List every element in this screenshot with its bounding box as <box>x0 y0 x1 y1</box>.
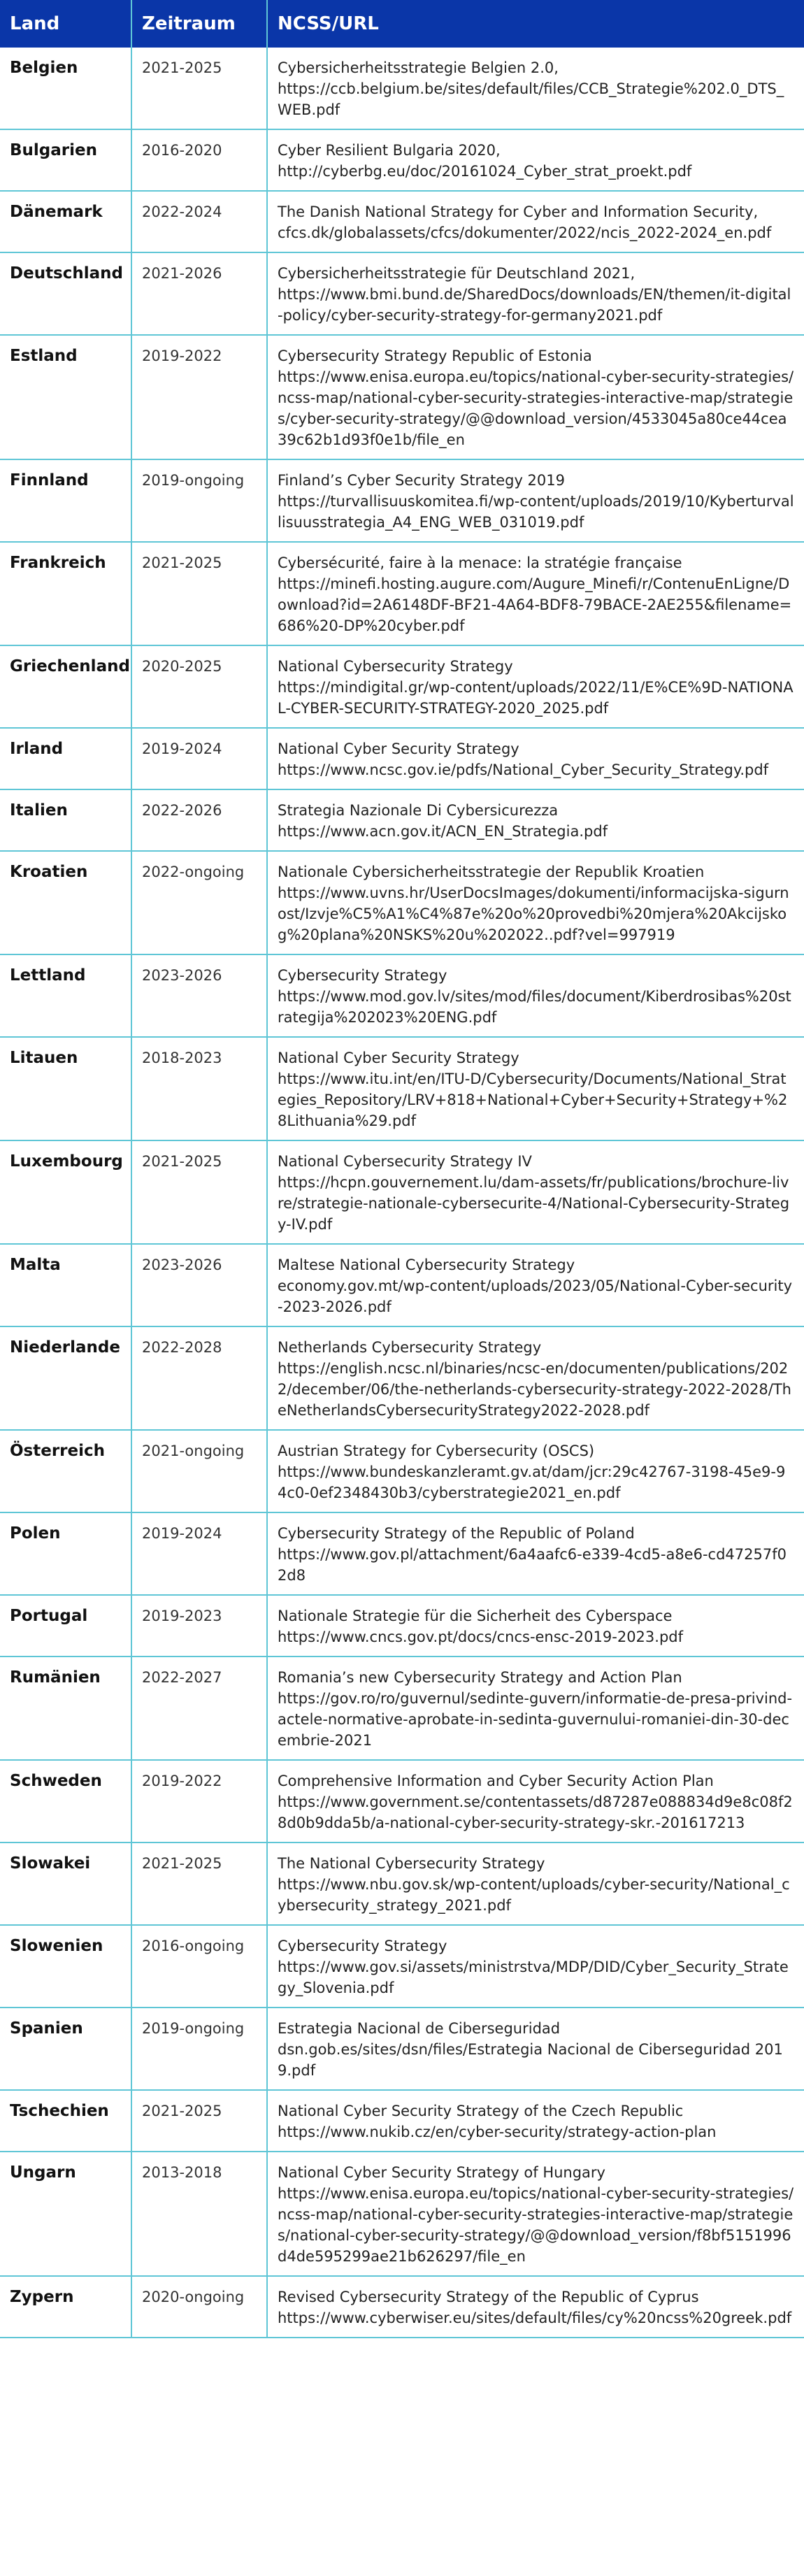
strategy-url[interactable]: https://www.ncsc.gov.ie/pdfs/National_Cyber_Security_Strategy.pdf <box>278 761 769 778</box>
ncss-cell <box>267 1925 804 2008</box>
table-header <box>0 0 804 48</box>
strategy-url[interactable]: https://turvallisuuskomitea.fi/wp-content/uploads/2019/10/Kyberturvallisuusstrategia_A4_ENG_WEB_031019.pdf <box>278 493 794 531</box>
period-cell: 2021-2025 <box>131 1842 267 1925</box>
table-row <box>0 1656 804 1760</box>
period-cell: 2018-2023 <box>131 1037 267 1140</box>
strategy-title: The National Cybersecurity Strategy <box>278 1855 545 1872</box>
ncss-cell <box>267 48 804 129</box>
strategy-url[interactable]: https://www.mod.gov.lv/sites/mod/files/document/Kiberdrosibas%20strategija%202023%20ENG.pdf <box>278 988 791 1026</box>
ncss-cell <box>267 645 804 728</box>
country-cell: Estland <box>0 335 131 459</box>
ncss-cell <box>267 1430 804 1512</box>
ncss-cell <box>267 252 804 335</box>
strategy-url[interactable]: https://www.cncs.gov.pt/docs/cncs-ensc-2019-2023.pdf <box>278 1629 684 1645</box>
period-cell: 2019-ongoing <box>131 459 267 542</box>
strategy-title: Netherlands Cybersecurity Strategy <box>278 1339 542 1356</box>
strategy-title: National Cyber Security Strategy of the Czech Republic <box>278 2103 684 2119</box>
ncss-cell <box>267 2152 804 2276</box>
ncss-cell <box>267 2008 804 2090</box>
strategy-title: Cybersécurité, faire à la menace: la stratégie française <box>278 554 682 571</box>
strategy-url[interactable]: https://www.cyberwiser.eu/sites/default/files/cy%20ncss%20greek.pdf <box>278 2310 792 2326</box>
strategy-title: Cybersecurity Strategy of the Republic of Poland <box>278 1525 635 1542</box>
strategy-url[interactable]: https://ccb.belgium.be/sites/default/files/CCB_Strategie%202.0_DTS_WEB.pdf <box>278 80 784 118</box>
table-row <box>0 459 804 542</box>
country-cell: Ungarn <box>0 2152 131 2276</box>
country-cell: Schweden <box>0 1760 131 1842</box>
strategy-title: National Cyber Security Strategy <box>278 1050 519 1066</box>
strategy-title: Cybersecurity Strategy <box>278 1938 447 1954</box>
country-cell: Dänemark <box>0 191 131 252</box>
header-land: Land <box>0 0 131 48</box>
period-cell: 2019-2023 <box>131 1595 267 1656</box>
ncss-cell <box>267 851 804 954</box>
strategy-url[interactable]: https://www.enisa.europa.eu/topics/national-cyber-security-strategies/ncss-map/national-cyber-security-strategies-interactive-map/strategies/national-cyber-security-strategy/@@download_version/f8bf5151996d4de595299ae21b626297/file_en <box>278 2185 794 2265</box>
strategy-title: Cybersecurity Strategy Republic of Estonia <box>278 348 592 364</box>
table-row <box>0 1760 804 1842</box>
country-cell: Rumänien <box>0 1656 131 1760</box>
table-row <box>0 129 804 191</box>
strategy-url[interactable]: https://minefi.hosting.augure.com/Augure_Minefi/r/ContenuEnLigne/Download?id=2A6148DF-BF21-4A64-BDF8-79BACE-2AE255&filename=686%20-DP%20cyber.pdf <box>278 575 792 634</box>
strategy-title: Finland’s Cyber Security Strategy 2019 <box>278 472 565 489</box>
table-row <box>0 1037 804 1140</box>
ncss-cell <box>267 1842 804 1925</box>
country-cell: Portugal <box>0 1595 131 1656</box>
period-cell: 2020-2025 <box>131 645 267 728</box>
table-row <box>0 1842 804 1925</box>
strategy-url[interactable]: http://cyberbg.eu/doc/20161024_Cyber_strat_proekt.pdf <box>278 163 692 180</box>
period-cell: 2022-2027 <box>131 1656 267 1760</box>
strategy-title: Revised Cybersecurity Strategy of the Republic of Cyprus <box>278 2289 699 2305</box>
period-cell: 2021-2025 <box>131 48 267 129</box>
period-cell: 2023-2026 <box>131 954 267 1037</box>
table-row <box>0 1512 804 1595</box>
ncss-cell <box>267 1656 804 1760</box>
strategy-title: Nationale Strategie für die Sicherheit des Cyberspace <box>278 1608 673 1624</box>
period-cell: 2022-ongoing <box>131 851 267 954</box>
period-cell: 2019-2022 <box>131 1760 267 1842</box>
period-cell: 2022-2026 <box>131 789 267 851</box>
country-cell: Litauen <box>0 1037 131 1140</box>
strategy-title: National Cyber Security Strategy <box>278 740 519 757</box>
header-row <box>0 0 804 48</box>
strategy-title: Cyber Resilient Bulgaria 2020, <box>278 142 501 159</box>
strategy-url[interactable]: https://mindigital.gr/wp-content/uploads/2022/11/Ε%CE%9D-NATIONAL-CYBER-SECURITY-STRATEGY-2020_2025.pdf <box>278 679 794 717</box>
table-row <box>0 1244 804 1326</box>
strategy-title: Cybersecurity Strategy <box>278 967 447 984</box>
table-row <box>0 2008 804 2090</box>
table-row <box>0 542 804 645</box>
ncss-cell <box>267 728 804 789</box>
country-cell: Slowenien <box>0 1925 131 2008</box>
period-cell: 2019-2024 <box>131 1512 267 1595</box>
strategy-url[interactable]: https://www.uvns.hr/UserDocsImages/dokumenti/informacijska-sigurnost/Izvje%C5%A1%C4%87e%20o%20provedbi%20mjera%20Akcijskog%20plana%20NSKS%20u%202022..pdf?vel=997919 <box>278 885 789 943</box>
strategy-url[interactable]: https://www.gov.si/assets/ministrstva/MDP/DID/Cyber_Security_Strategy_Slovenia.pdf <box>278 1959 789 1996</box>
period-cell: 2022-2028 <box>131 1326 267 1430</box>
table-row <box>0 1326 804 1430</box>
country-cell: Niederlande <box>0 1326 131 1430</box>
country-cell: Kroatien <box>0 851 131 954</box>
ncss-cell <box>267 1140 804 1244</box>
ncss-cell <box>267 1512 804 1595</box>
table-row <box>0 2090 804 2152</box>
country-cell: Deutschland <box>0 252 131 335</box>
country-cell: Griechenland <box>0 645 131 728</box>
country-cell: Polen <box>0 1512 131 1595</box>
country-cell: Italien <box>0 789 131 851</box>
period-cell: 2019-ongoing <box>131 2008 267 2090</box>
strategy-url[interactable]: https://www.itu.int/en/ITU-D/Cybersecurity/Documents/National_Strategies_Repository/LRV+818+National+Cyber+Security+Strategy+%28Lithuania%29.pdf <box>278 1071 788 1129</box>
country-cell: Slowakei <box>0 1842 131 1925</box>
country-cell: Lettland <box>0 954 131 1037</box>
period-cell: 2016-ongoing <box>131 1925 267 2008</box>
period-cell: 2021-2025 <box>131 542 267 645</box>
strategy-title: Cybersicherheitsstrategie Belgien 2.0, <box>278 59 559 76</box>
table-row <box>0 252 804 335</box>
period-cell: 2013-2018 <box>131 2152 267 2276</box>
period-cell: 2016-2020 <box>131 129 267 191</box>
strategy-title: Cybersicherheitsstrategie für Deutschland 2021, <box>278 265 636 282</box>
country-cell: Tschechien <box>0 2090 131 2152</box>
ncss-cell <box>267 335 804 459</box>
strategy-url[interactable]: https://www.gov.pl/attachment/6a4aafc6-e339-4cd5-a8e6-cd47257f02d8 <box>278 1546 787 1584</box>
country-cell: Frankreich <box>0 542 131 645</box>
ncss-cell <box>267 1595 804 1656</box>
ncss-cell <box>267 2276 804 2338</box>
table-body <box>0 48 804 2338</box>
ncss-cell <box>267 129 804 191</box>
table-row <box>0 728 804 789</box>
ncss-cell <box>267 789 804 851</box>
country-cell: Finnland <box>0 459 131 542</box>
table-row <box>0 1925 804 2008</box>
strategy-url[interactable]: https://english.ncsc.nl/binaries/ncsc-en/documenten/publications/2022/december/06/the-netherlands-cybersecurity-strategy-2022-2028/TheNetherlandsCybersecurityStrategy2022-2028.pdf <box>278 1360 791 1419</box>
strategy-title: National Cybersecurity Strategy <box>278 658 513 675</box>
ncss-cell <box>267 2090 804 2152</box>
strategy-title: Strategia Nazionale Di Cybersicurezza <box>278 802 559 819</box>
period-cell: 2021-ongoing <box>131 1430 267 1512</box>
country-cell: Spanien <box>0 2008 131 2090</box>
ncss-cell <box>267 1244 804 1326</box>
strategy-title: The Danish National Strategy for Cyber and Information Security, <box>278 203 759 220</box>
ncss-cell <box>267 191 804 252</box>
table-row <box>0 2276 804 2338</box>
country-cell: Irland <box>0 728 131 789</box>
strategy-title: National Cyber Security Strategy of Hungary <box>278 2164 605 2181</box>
strategy-url[interactable]: https://hcpn.gouvernement.lu/dam-assets/fr/publications/brochure-livre/strategie-nationale-cybersecurite-4/National-Cybersecurity-Strategy-IV.pdf <box>278 1174 790 1233</box>
country-cell: Österreich <box>0 1430 131 1512</box>
table-row <box>0 335 804 459</box>
table-row <box>0 789 804 851</box>
table-row <box>0 645 804 728</box>
strategy-url[interactable]: https://www.enisa.europa.eu/topics/national-cyber-security-strategies/ncss-map/national-cyber-security-strategies-interactive-map/strategies/cyber-security-strategy/@@download_version/4533045a80ce44cea39c62b1d93f0e1b/file_en <box>278 368 794 448</box>
table-row <box>0 1140 804 1244</box>
period-cell: 2021-2025 <box>131 2090 267 2152</box>
table-row <box>0 954 804 1037</box>
strategy-url[interactable]: https://www.bmi.bund.de/SharedDocs/downloads/EN/themen/it-digital-policy/cyber-security-strategy-for-germany2021.pdf <box>278 286 791 324</box>
strategy-url[interactable]: cfcs.dk/globalassets/cfcs/dokumenter/2022/ncis_2022-2024_en.pdf <box>278 224 772 241</box>
country-cell: Bulgarien <box>0 129 131 191</box>
ncss-cell <box>267 542 804 645</box>
period-cell: 2021-2025 <box>131 1140 267 1244</box>
strategy-url[interactable]: https://www.bundeskanzleramt.gv.at/dam/jcr:29c42767-3198-45e9-94c0-0ef2348430b3/cyberstrategie2021_en.pdf <box>278 1464 786 1501</box>
table-row <box>0 191 804 252</box>
strategy-title: Maltese National Cybersecurity Strategy <box>278 1257 575 1273</box>
ncss-cell <box>267 1037 804 1140</box>
period-cell: 2020-ongoing <box>131 2276 267 2338</box>
ncss-cell <box>267 1326 804 1430</box>
country-cell: Belgien <box>0 48 131 129</box>
ncss-cell <box>267 1760 804 1842</box>
period-cell: 2021-2026 <box>131 252 267 335</box>
period-cell: 2022-2024 <box>131 191 267 252</box>
strategy-title: Austrian Strategy for Cybersecurity (OSCS) <box>278 1443 595 1459</box>
strategy-title: Estrategia Nacional de Ciberseguridad <box>278 2020 561 2037</box>
table-row <box>0 48 804 129</box>
strategy-url[interactable]: https://gov.ro/ro/guvernul/sedinte-guvern/informatie-de-presa-privind-actele-normative-aprobate-in-sedinta-guvernului-romaniei-din-30-decembrie-2021 <box>278 1690 793 1749</box>
country-cell: Luxembourg <box>0 1140 131 1244</box>
table-row <box>0 1430 804 1512</box>
strategy-title: Comprehensive Information and Cyber Security Action Plan <box>278 1773 714 1789</box>
ncss-cell <box>267 459 804 542</box>
ncss-cell <box>267 954 804 1037</box>
strategy-title: National Cybersecurity Strategy IV <box>278 1153 532 1170</box>
country-cell: Zypern <box>0 2276 131 2338</box>
strategy-url[interactable]: https://www.acn.gov.it/ACN_EN_Strategia.pdf <box>278 823 608 840</box>
strategy-url[interactable]: https://www.government.se/contentassets/d87287e088834d9e8c08f28d0b9dda5b/a-national-cyber-security-strategy-skr.-201617213 <box>278 1794 793 1831</box>
period-cell: 2023-2026 <box>131 1244 267 1326</box>
country-cell: Malta <box>0 1244 131 1326</box>
header-ncss-url: NCSS/URL <box>267 0 804 48</box>
table-row <box>0 851 804 954</box>
period-cell: 2019-2024 <box>131 728 267 789</box>
period-cell: 2019-2022 <box>131 335 267 459</box>
strategy-url[interactable]: https://www.nukib.cz/en/cyber-security/strategy-action-plan <box>278 2124 717 2140</box>
strategy-title: Romania’s new Cybersecurity Strategy and Action Plan <box>278 1669 682 1686</box>
strategy-url[interactable]: economy.gov.mt/wp-content/uploads/2023/05/National-Cyber-security-2023-2026.pdf <box>278 1278 793 1315</box>
strategy-url[interactable]: dsn.gob.es/sites/dsn/files/Estrategia Nacional de Ciberseguridad 2019.pdf <box>278 2041 783 2079</box>
table-row <box>0 1595 804 1656</box>
header-zeitraum: Zeitraum <box>131 0 267 48</box>
strategy-url[interactable]: https://www.nbu.gov.sk/wp-content/uploads/cyber-security/National_cybersecurity_strategy_2021.pdf <box>278 1876 790 1914</box>
strategy-title: Nationale Cybersicherheitsstrategie der Republik Kroatien <box>278 864 705 880</box>
table-row <box>0 2152 804 2276</box>
